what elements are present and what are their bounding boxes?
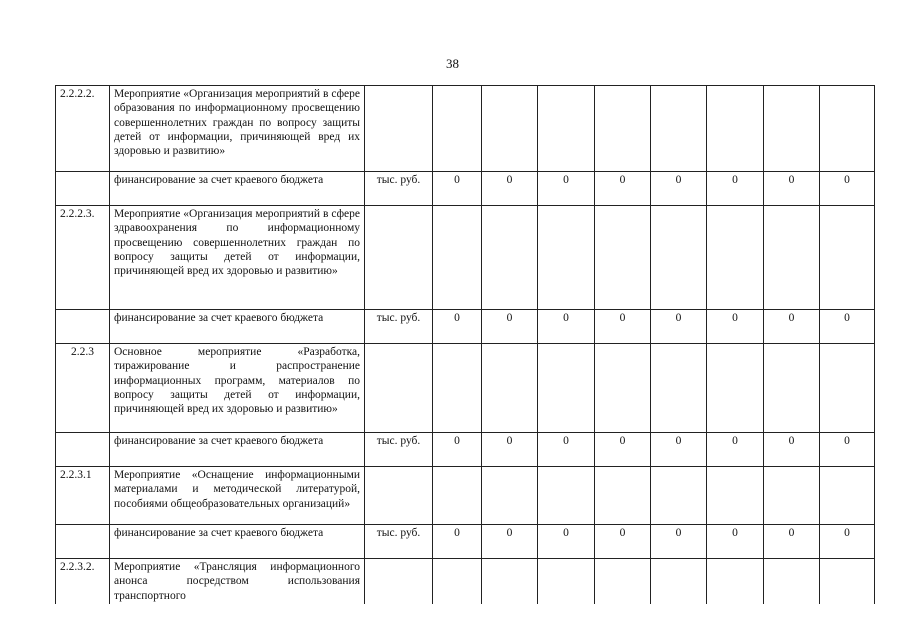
measure-row <box>56 559 875 604</box>
value-cell: 0 <box>595 310 651 344</box>
value-cell <box>595 86 651 172</box>
value-cell <box>482 86 538 172</box>
value-cell <box>433 206 482 310</box>
value-cell <box>595 559 651 604</box>
value-cell: 0 <box>482 433 538 467</box>
value-cell <box>707 559 764 604</box>
value-cell <box>651 206 707 310</box>
value-cell: 0 <box>651 525 707 559</box>
description-cell: финансирование за счет краевого бюджета <box>110 310 365 344</box>
unit-cell <box>365 86 433 172</box>
unit-cell: тыс. руб. <box>365 310 433 344</box>
value-cell <box>707 467 764 525</box>
value-cell: 0 <box>595 525 651 559</box>
value-cell <box>651 86 707 172</box>
unit-cell: тыс. руб. <box>365 433 433 467</box>
description-cell: Мероприятие «Оснащение информационными материалами и методической литературой, пособиями общеобразовательных организаций» <box>110 467 365 525</box>
description-cell: Мероприятие «Организация мероприятий в сфере образования по информационному просвещению совершеннолетних граждан по вопросу защиты детей от информации, причиняющей вред их здоровью и развитию» <box>110 86 365 172</box>
value-cell: 0 <box>651 310 707 344</box>
value-cell <box>538 206 595 310</box>
value-cell: 0 <box>764 525 820 559</box>
row-number-cell: 2.2.3.1 <box>56 467 110 525</box>
value-cell <box>764 86 820 172</box>
value-cell: 0 <box>482 310 538 344</box>
value-cell <box>707 206 764 310</box>
value-cell: 0 <box>538 525 595 559</box>
value-cell <box>482 206 538 310</box>
unit-cell <box>365 467 433 525</box>
value-cell: 0 <box>764 172 820 206</box>
value-cell <box>538 467 595 525</box>
row-number-cell <box>56 433 110 467</box>
value-cell <box>433 344 482 433</box>
value-cell <box>820 467 875 525</box>
value-cell: 0 <box>482 172 538 206</box>
value-cell: 0 <box>651 172 707 206</box>
unit-cell <box>365 559 433 604</box>
description-cell: финансирование за счет краевого бюджета <box>110 433 365 467</box>
value-cell <box>595 206 651 310</box>
measure-row <box>56 86 875 172</box>
measure-row <box>56 206 875 310</box>
value-cell: 0 <box>707 525 764 559</box>
value-cell: 0 <box>764 433 820 467</box>
measure-row <box>56 344 875 433</box>
description-cell: финансирование за счет краевого бюджета <box>110 172 365 206</box>
description-cell: финансирование за счет краевого бюджета <box>110 525 365 559</box>
value-cell <box>820 86 875 172</box>
value-cell <box>538 86 595 172</box>
row-number-cell: 2.2.3.2. <box>56 559 110 604</box>
value-cell: 0 <box>538 172 595 206</box>
funding-row <box>56 525 875 559</box>
value-cell: 0 <box>707 433 764 467</box>
value-cell <box>538 559 595 604</box>
value-cell <box>764 467 820 525</box>
description-cell: Мероприятие «Организация мероприятий в сфере здравоохранения по информационному просвещению совершеннолетних граждан по вопросу защиты детей от информации, причиняющей вред их здоровью и развитию» <box>110 206 365 310</box>
funding-row <box>56 433 875 467</box>
value-cell <box>651 344 707 433</box>
value-cell <box>651 467 707 525</box>
value-cell: 0 <box>764 310 820 344</box>
page-number: 38 <box>446 56 459 71</box>
value-cell <box>651 559 707 604</box>
row-number-cell <box>56 310 110 344</box>
program-table <box>55 85 875 604</box>
value-cell <box>433 467 482 525</box>
value-cell: 0 <box>820 525 875 559</box>
value-cell: 0 <box>820 310 875 344</box>
value-cell: 0 <box>595 172 651 206</box>
funding-row <box>56 172 875 206</box>
value-cell: 0 <box>651 433 707 467</box>
row-number-cell: 2.2.2.2. <box>56 86 110 172</box>
measure-row <box>56 467 875 525</box>
value-cell <box>820 206 875 310</box>
value-cell: 0 <box>433 310 482 344</box>
description-cell: Мероприятие «Трансляция информационного анонса посредством использования транспортного <box>110 559 365 604</box>
value-cell <box>482 559 538 604</box>
value-cell <box>707 86 764 172</box>
value-cell <box>707 344 764 433</box>
value-cell: 0 <box>433 525 482 559</box>
unit-cell <box>365 206 433 310</box>
value-cell: 0 <box>707 172 764 206</box>
value-cell <box>433 559 482 604</box>
value-cell <box>595 344 651 433</box>
funding-row <box>56 310 875 344</box>
value-cell: 0 <box>433 433 482 467</box>
value-cell: 0 <box>820 433 875 467</box>
description-cell: Основное мероприятие «Разработка, тиражирование и распространение информационных программ, материалов по вопросу защиты детей от информации, причиняющей вред их здоровью и развитию» <box>110 344 365 433</box>
value-cell <box>820 344 875 433</box>
value-cell: 0 <box>538 310 595 344</box>
value-cell <box>764 344 820 433</box>
row-number-cell: 2.2.3 <box>56 344 110 433</box>
unit-cell: тыс. руб. <box>365 525 433 559</box>
value-cell: 0 <box>482 525 538 559</box>
unit-cell: тыс. руб. <box>365 172 433 206</box>
value-cell: 0 <box>595 433 651 467</box>
value-cell <box>764 206 820 310</box>
unit-cell <box>365 344 433 433</box>
row-number-cell <box>56 172 110 206</box>
value-cell <box>595 467 651 525</box>
row-number-cell <box>56 525 110 559</box>
value-cell <box>820 559 875 604</box>
value-cell: 0 <box>538 433 595 467</box>
value-cell <box>538 344 595 433</box>
value-cell <box>482 344 538 433</box>
value-cell: 0 <box>820 172 875 206</box>
value-cell <box>433 86 482 172</box>
row-number-cell: 2.2.2.3. <box>56 206 110 310</box>
value-cell <box>764 559 820 604</box>
value-cell: 0 <box>707 310 764 344</box>
value-cell <box>482 467 538 525</box>
value-cell: 0 <box>433 172 482 206</box>
